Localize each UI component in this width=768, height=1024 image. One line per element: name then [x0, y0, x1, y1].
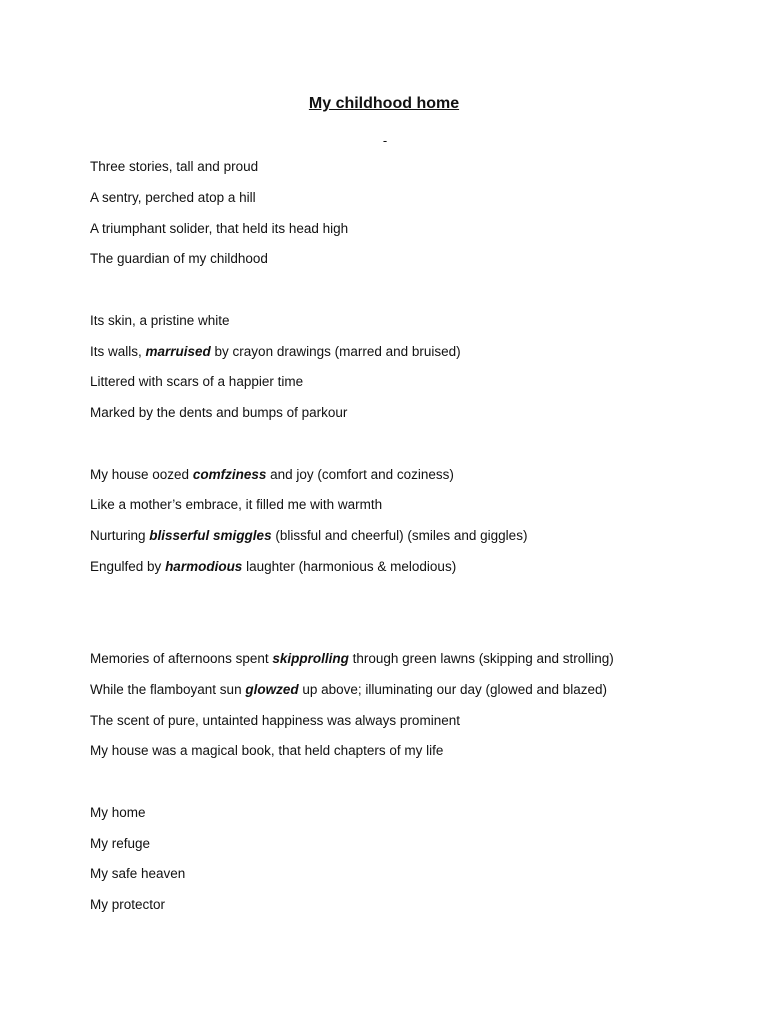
invented-word: skipprolling: [272, 651, 349, 666]
line-text: and joy (comfort and coziness): [266, 467, 454, 482]
poem-line: [90, 189, 256, 207]
poem-line: [90, 220, 348, 238]
poem-line: [90, 712, 460, 730]
line-text: The scent of pure, untainted happiness was always prominent: [90, 713, 460, 728]
poem-line: [90, 650, 614, 668]
poem-line: [90, 804, 146, 822]
poem-line: [90, 865, 185, 883]
title-separator: -: [382, 133, 388, 148]
poem-line: [90, 343, 461, 361]
line-text: Its walls,: [90, 344, 146, 359]
line-text: up above; illuminating our day (glowed and blazed): [298, 682, 608, 697]
line-text: by crayon drawings (marred and bruised): [210, 344, 461, 359]
poem-line: [90, 373, 303, 391]
line-text: Three stories, tall and proud: [90, 159, 259, 174]
line-text: My home: [90, 805, 146, 820]
poem-line: [90, 896, 165, 914]
invented-word: comfziness: [192, 467, 267, 482]
invented-word: harmodious: [165, 559, 243, 574]
poem-title: My childhood home: [308, 95, 460, 112]
line-text: Engulfed by: [90, 559, 166, 574]
poem-line: [90, 527, 527, 545]
poem-line: [90, 742, 443, 760]
line-text: My refuge: [90, 836, 151, 851]
line-text: Like a mother’s embrace, it filled me with warmth: [90, 497, 383, 512]
invented-word: glowzed: [245, 682, 299, 697]
line-text: My protector: [90, 897, 166, 912]
line-text: A triumphant solider, that held its head high: [90, 221, 349, 236]
line-text: Its skin, a pristine white: [90, 313, 230, 328]
line-text: While the flamboyant sun: [90, 682, 246, 697]
line-text: My safe heaven: [90, 866, 186, 881]
line-text: Littered with scars of a happier time: [90, 374, 304, 389]
poem-line: [90, 681, 607, 699]
line-text: My house oozed: [90, 467, 193, 482]
poem-line: [90, 558, 456, 576]
poem-line: [90, 466, 454, 484]
line-text: A sentry, perched atop a hill: [90, 190, 256, 205]
poem-line: [90, 312, 230, 330]
invented-word: marruised: [145, 344, 211, 359]
line-text: Marked by the dents and bumps of parkour: [90, 405, 348, 420]
poem-line: [90, 835, 150, 853]
line-text: My house was a magical book, that held chapters of my life: [90, 743, 444, 758]
invented-word: blisserful smiggles: [149, 528, 272, 543]
line-text: Memories of afternoons spent: [90, 651, 273, 666]
line-text: laughter (harmonious & melodious): [242, 559, 457, 574]
line-text: The guardian of my childhood: [90, 251, 268, 266]
line-text: (blissful and cheerful) (smiles and giggles): [271, 528, 528, 543]
poem-line: [90, 496, 382, 514]
poem-line: [90, 158, 258, 176]
poem-line: [90, 404, 347, 422]
line-text: Nurturing: [90, 528, 150, 543]
line-text: through green lawns (skipping and strolling): [348, 651, 614, 666]
poem-line: [90, 250, 268, 268]
